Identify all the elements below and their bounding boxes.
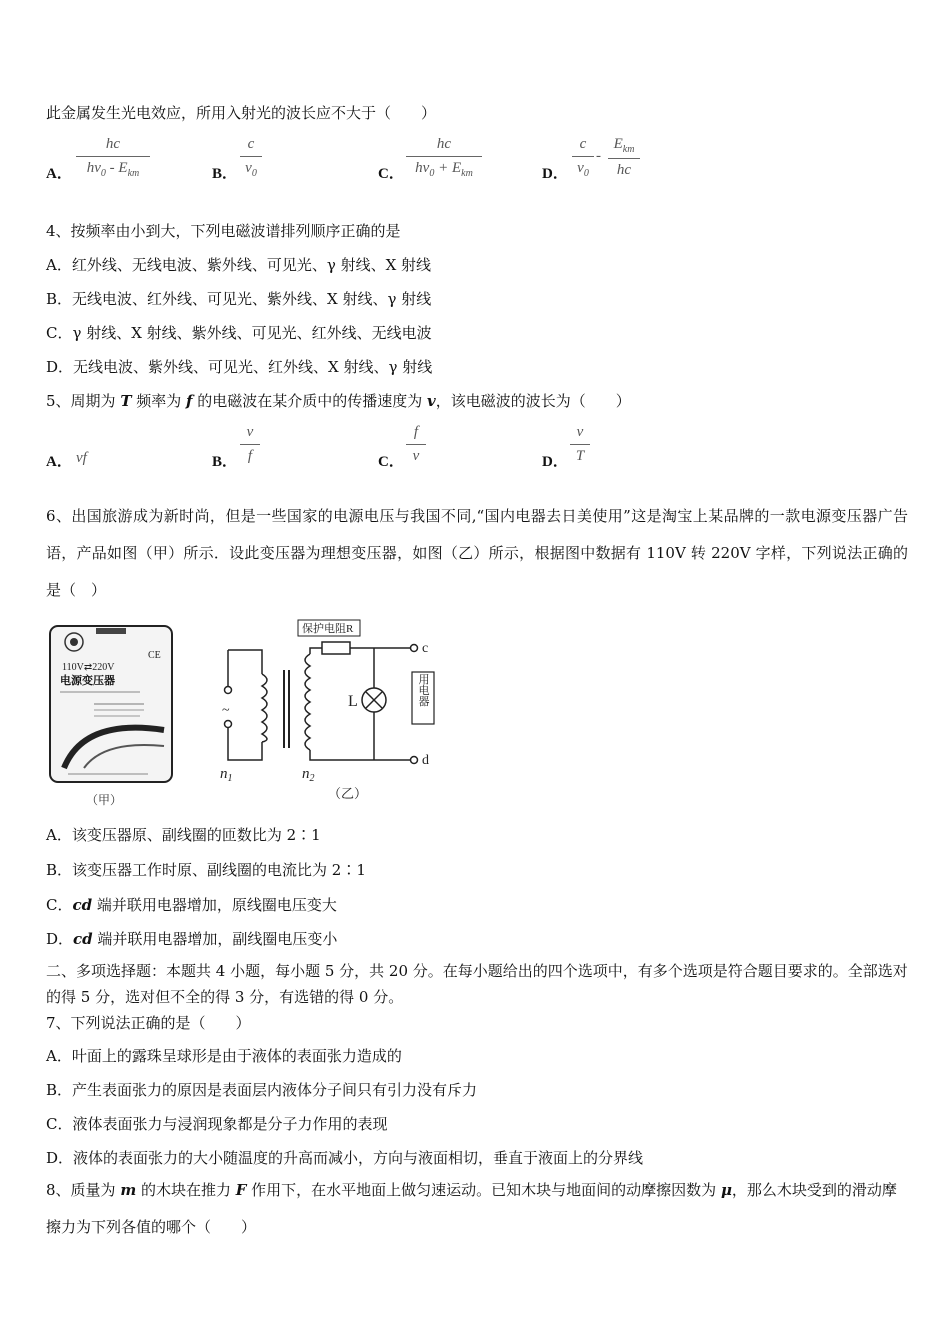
q4-stem: 4、按频率由小到大，下列电磁波谱排列顺序正确的是	[46, 222, 401, 240]
protection-resistor	[322, 642, 350, 654]
product-name: 电源变压器	[60, 675, 115, 687]
q5-option-d-label: D．	[542, 454, 568, 470]
ce-mark: CE	[148, 650, 161, 661]
q3-d-numerator2: $E_{km}$	[613, 136, 635, 155]
q3-option-b-label: B．	[212, 166, 238, 182]
q3-c-denominator: $h\nu_0 + E_{km}$	[415, 160, 473, 179]
q3-option-c-label: C．	[378, 166, 404, 182]
q3-option-d-label: D．	[542, 166, 568, 182]
q3-d-numerator1: c	[579, 136, 587, 152]
primary-terminal-top	[225, 687, 232, 694]
q5-d-numerator: v	[576, 424, 584, 440]
ac-source-symbol: ~	[222, 703, 230, 718]
terminal-d	[411, 757, 418, 764]
q7-option-b[interactable]: B．产生表面张力的原因是表面层内液体分子间只有引力没有斥力	[46, 1081, 478, 1099]
voltage-label: 110V⇄220V	[62, 662, 115, 673]
q6-option-a[interactable]: A．该变压器原、副线圈的匝数比为 2∶1	[46, 826, 321, 844]
q5-option-d-fraction	[570, 424, 590, 465]
q3-a-numerator: hc	[105, 136, 121, 152]
q3-option-b-fraction	[240, 136, 262, 179]
q3-d-minus: -	[596, 148, 601, 164]
terminal-c	[411, 645, 418, 652]
q6-option-b[interactable]: B．该变压器工作时原、副线圈的电流比为 2∶1	[46, 861, 366, 879]
q3-c-numerator: hc	[436, 136, 452, 152]
q3-b-denominator: $\nu_0$	[245, 160, 257, 179]
figure-yi-circuit-diagram	[210, 614, 450, 810]
lamp-label: L	[348, 693, 358, 710]
q5-c-denominator: v	[412, 448, 420, 464]
q6-option-d[interactable]: D．cd 端并联用电器增加，副线圈电压变小	[46, 930, 338, 948]
q5-c-numerator: f	[413, 424, 419, 440]
q5-option-c-label: C．	[378, 454, 404, 470]
primary-terminal-bottom	[225, 721, 232, 728]
figure-yi-caption: （乙）	[328, 786, 368, 801]
q6-option-c[interactable]: C．cd 端并联用电器增加，原线圈电压变大	[46, 896, 337, 914]
n1-label: $n_1$	[220, 766, 233, 784]
q5-option-c-fraction	[406, 424, 426, 465]
q8-stem: 8、质量为 m 的木块在推力 F 作用下，在水平地面上做匀速运动。已知木块与地面间的动摩擦因数为 μ，那么木块受到的滑动摩擦力为下列各值的哪个（ ）	[46, 1181, 897, 1236]
q4-option-c[interactable]: C．γ 射线、X 射线、紫外线、可见光、红外线、无线电波	[46, 324, 432, 342]
q5-option-b-label: B．	[212, 454, 238, 470]
resistor-label: 保护电阻R	[302, 623, 354, 635]
terminal-c-label: c	[422, 641, 429, 656]
q3-option-d-fraction1	[572, 136, 594, 179]
q7-option-d[interactable]: D．液体的表面张力的大小随温度的升高而减小，方向与液面相切，垂直于液面上的分界线	[46, 1149, 644, 1167]
appliance-label: 用电器	[417, 673, 429, 707]
q4-option-a[interactable]: A．红外线、无线电波、紫外线、可见光、γ 射线、X 射线	[46, 256, 432, 274]
q6-stem: 6、出国旅游成为新时尚，但是一些国家的电源电压与我国不同,“国内电器去日美使用”这是淘宝上某品牌的一款电源变压器广告语，产品如图（甲）所示．设此变压器为理想变压器，如图（乙）所示，根据图中数据有 110V 转 220V 字样，下列说法正确的是（ ）	[46, 507, 908, 599]
q5-stem: 5、周期为 T 频率为 f 的电磁波在某介质中的传播速度为 v，该电磁波的波长为（ ）	[46, 392, 631, 410]
q5-d-denominator: T	[575, 448, 585, 464]
q5-option-a-label: A．	[46, 454, 72, 470]
q3-a-denominator: $h\nu_0 - E_{km}$	[86, 160, 140, 179]
n2-label: $n_2$	[302, 766, 315, 784]
q3-d-denominator2: hc	[616, 162, 632, 178]
section2-heading: 二、多项选择题：本题共 4 小题，每小题 5 分，共 20 分。在每小题给出的四个选项中，有多个选项是符合题目要求的。全部选对的得 5 分，选对但不全的得 3 分，有选错的得 0 分。	[46, 962, 908, 1006]
q3-option-c-fraction	[406, 136, 482, 179]
terminal-d-label: d	[422, 753, 429, 768]
q4-option-b[interactable]: B．无线电波、红外线、可见光、紫外线、X 射线、γ 射线	[46, 290, 432, 308]
figure-jia-caption: （甲）	[86, 793, 123, 807]
q7-option-a[interactable]: A．叶面上的露珠呈球形是由于液体的表面张力造成的	[46, 1047, 402, 1065]
q7-stem: 7、下列说法正确的是（ ）	[46, 1014, 251, 1032]
figure-jia-transformer-photo	[44, 618, 180, 812]
q3-stem-tail: 此金属发生光电效应，所用入射光的波长应不大于（ ）	[46, 104, 437, 122]
q7-option-c[interactable]: C．液体表面张力与浸润现象都是分子力作用的表现	[46, 1115, 388, 1133]
q3-option-a-fraction	[76, 136, 150, 179]
q3-d-denominator1: $\nu_0$	[577, 160, 589, 179]
q4-option-d[interactable]: D．无线电波、紫外线、可见光、红外线、X 射线、γ 射线	[46, 358, 433, 376]
primary-coil	[262, 674, 267, 742]
q5-b-numerator: v	[246, 424, 254, 440]
q3-option-d-fraction2	[608, 136, 640, 179]
q5-b-denominator: f	[247, 448, 253, 464]
q3-option-a-label: A．	[46, 166, 72, 182]
q5-option-b-fraction	[240, 424, 260, 465]
secondary-coil	[305, 654, 310, 750]
q3-b-numerator: c	[247, 136, 255, 152]
q5-option-a-expr: vf	[76, 450, 87, 466]
